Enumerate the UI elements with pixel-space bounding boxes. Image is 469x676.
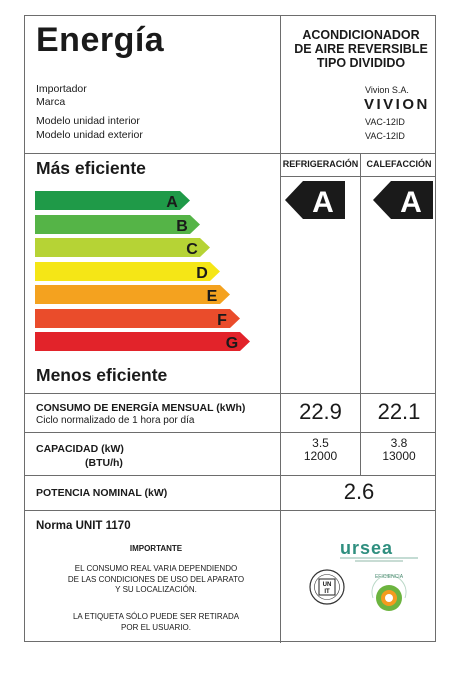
class-arrow-e bbox=[35, 285, 230, 304]
column-cooling: REFRIGERACIÓN bbox=[282, 159, 359, 169]
product-type-line1: ACONDICIONADOR bbox=[302, 28, 420, 42]
column-heating: CALEFACCIÓN bbox=[366, 159, 432, 169]
norma-reference: Norma UNIT 1170 bbox=[36, 520, 131, 532]
potencia-title: POTENCIA NOMINAL (kW) bbox=[36, 487, 168, 499]
importador-value: Vivion S.A. bbox=[365, 85, 409, 95]
note1-line3: Y SU LOCALIZACIÓN. bbox=[115, 585, 197, 594]
ursea-wordmark: ursea bbox=[340, 538, 394, 558]
efficiency-seal-text: EFICIENCIA bbox=[374, 574, 404, 580]
class-arrow-letter: B bbox=[176, 217, 188, 234]
capacidad-cooling-btu: 12000 bbox=[303, 449, 338, 463]
divider-vertical-columns bbox=[360, 153, 361, 475]
capacidad-heating-kw: 3.8 bbox=[390, 436, 408, 450]
efficiency-seal-logo bbox=[365, 568, 413, 616]
marca-value: VIVION bbox=[364, 96, 430, 113]
class-arrow-shape bbox=[35, 262, 220, 281]
marca-label: Marca bbox=[36, 96, 66, 108]
capacidad-title: CAPACIDAD (kW) bbox=[36, 443, 124, 455]
scale-bottom-label: Menos eficiente bbox=[36, 365, 168, 385]
capacidad-cooling-kw: 3.5 bbox=[312, 436, 329, 450]
class-arrow-shape bbox=[35, 309, 240, 328]
class-arrow-g bbox=[35, 332, 250, 351]
product-type-line3: TIPO DIVIDIDO bbox=[316, 56, 406, 70]
capacidad-heating-btu: 13000 bbox=[382, 449, 416, 463]
divider-consumo bbox=[25, 432, 435, 433]
consumo-cooling: 22.9 bbox=[299, 399, 342, 424]
consumo-subtitle: Ciclo normalizado de 1 hora por día bbox=[36, 415, 195, 426]
capacidad-subtitle: (BTU/h) bbox=[85, 457, 123, 469]
note1-line2: DE LAS CONDICIONES DE USO DEL APARATO bbox=[67, 574, 245, 584]
modelo-interior-label: Modelo unidad interior bbox=[36, 115, 140, 127]
cooling-class-badge bbox=[285, 181, 345, 219]
class-arrow-c bbox=[35, 238, 210, 257]
modelo-interior-value: VAC-12ID bbox=[365, 117, 405, 127]
modelo-exterior-label: Modelo unidad exterior bbox=[36, 129, 143, 141]
label-title: Energía bbox=[36, 21, 165, 59]
capacidad-cooling bbox=[281, 437, 360, 463]
potencia-value: 2.6 bbox=[343, 479, 375, 504]
heating-class-badge bbox=[373, 181, 433, 219]
energy-label bbox=[24, 15, 436, 642]
importante-note-2 bbox=[36, 612, 276, 633]
unit-seal-text-top: UN bbox=[322, 582, 332, 588]
note2-line2: POR EL USUARIO. bbox=[121, 622, 191, 632]
efficiency-seal-center bbox=[385, 594, 393, 602]
consumo-title: CONSUMO DE ENERGÍA MENSUAL (kWh) bbox=[36, 402, 246, 414]
class-arrow-a bbox=[35, 191, 190, 210]
divider-colheads bbox=[280, 176, 435, 177]
class-arrow-letter: D bbox=[196, 264, 208, 281]
class-arrow-shape bbox=[35, 332, 250, 351]
unit-seal-text-bottom: IT bbox=[324, 589, 330, 595]
ursea-logo bbox=[340, 536, 420, 564]
consumo-heating: 22.1 bbox=[377, 399, 421, 424]
importador-label: Importador bbox=[36, 83, 87, 95]
class-arrow-d bbox=[35, 262, 220, 281]
class-arrow-letter: G bbox=[225, 335, 239, 351]
scale-top-label: Más eficiente bbox=[36, 158, 146, 178]
cooling-class-letter: A bbox=[312, 186, 334, 219]
note2-line1: LA ETIQUETA SÓLO PUEDE SER RETIRADA bbox=[72, 612, 240, 621]
importante-note-1 bbox=[36, 564, 276, 596]
class-arrow-shape bbox=[35, 238, 210, 257]
importante-heading: IMPORTANTE bbox=[129, 544, 183, 553]
product-type-line2: DE AIRE REVERSIBLE bbox=[294, 42, 428, 56]
divider-potencia bbox=[25, 510, 435, 511]
unit-seal-logo bbox=[308, 568, 346, 606]
class-arrow-f bbox=[35, 309, 240, 328]
divider-vertical-main bbox=[280, 16, 281, 643]
modelo-exterior-value: VAC-12ID bbox=[365, 131, 405, 141]
class-arrow-letter: C bbox=[186, 241, 198, 257]
note1-line1: EL CONSUMO REAL VARIA DEPENDIENDO bbox=[74, 564, 238, 573]
class-arrow-letter: F bbox=[217, 311, 227, 328]
product-type bbox=[287, 28, 435, 70]
class-arrow-b bbox=[35, 215, 200, 234]
heating-class-letter: A bbox=[400, 186, 422, 219]
ursea-tagline bbox=[355, 560, 403, 562]
divider-scale bbox=[25, 393, 435, 394]
class-arrow-letter: E bbox=[206, 288, 218, 304]
divider-info bbox=[25, 153, 435, 154]
class-arrow-letter: A bbox=[166, 194, 178, 210]
divider-capacidad bbox=[25, 475, 435, 476]
class-arrow-shape bbox=[35, 285, 230, 304]
capacidad-heating bbox=[361, 437, 437, 463]
